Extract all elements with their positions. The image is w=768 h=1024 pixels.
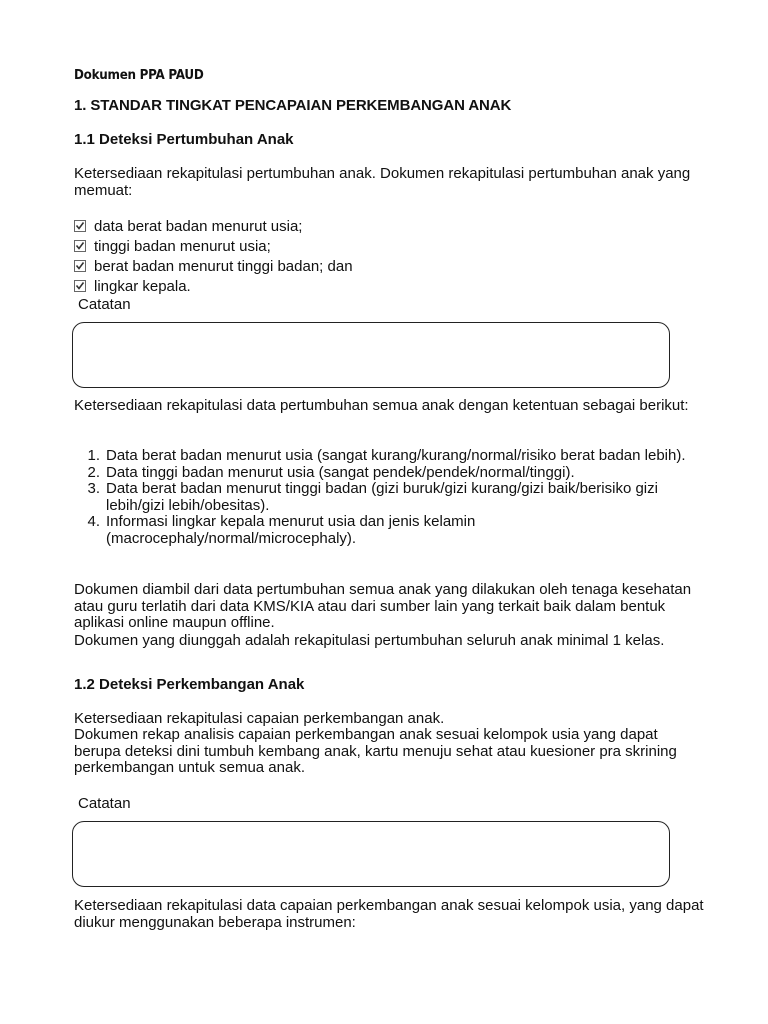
list-text: Data berat badan menurut usia (sangat kurang/kurang/normal/risiko berat badan lebih). bbox=[106, 447, 686, 464]
checkbox-checked-icon[interactable] bbox=[74, 240, 86, 252]
checkbox-checked-icon[interactable] bbox=[74, 280, 86, 292]
subsection-1-1-title: 1.1 Deteksi Pertumbuhan Anak bbox=[74, 131, 294, 148]
checkbox-checked-icon[interactable] bbox=[74, 220, 86, 232]
list-item bbox=[74, 465, 694, 482]
list-item bbox=[74, 448, 694, 465]
subsection-1-2-paragraph-1b: Dokumen rekap analisis capaian perkembangan anak sesuai kelompok usia yang dapat berupa deteksi dini tumbuh kembang anak, kartu menuju sehat atau kuesioner pra skrining perkembangan untuk semua anak. bbox=[74, 726, 677, 776]
list-number: 3. bbox=[87, 480, 100, 497]
section-1-title: 1. STANDAR TINGKAT PENCAPAIAN PERKEMBANGAN ANAK bbox=[74, 97, 512, 114]
checklist-item-label: berat badan menurut tinggi badan; dan bbox=[94, 258, 353, 275]
subsection-1-1-paragraph-4: Dokumen yang diunggah adalah rekapitulasi pertumbuhan seluruh anak minimal 1 kelas. bbox=[74, 632, 665, 649]
list-number: 2. bbox=[87, 463, 100, 481]
checklist-item-label: lingkar kepala. bbox=[94, 278, 191, 295]
subsection-1-1-intro: Ketersediaan rekapitulasi pertumbuhan anak. Dokumen rekapitulasi pertumbuhan anak yang memuat: bbox=[74, 165, 691, 199]
checkbox-checked-icon[interactable] bbox=[74, 260, 86, 272]
list-text: Data berat badan menurut tinggi badan (gizi buruk/gizi kurang/gizi baik/berisiko gizi lebih/gizi lebih/obesitas). bbox=[106, 480, 658, 514]
checklist-item-label: tinggi badan menurut usia; bbox=[94, 238, 271, 255]
checklist-item bbox=[74, 258, 353, 278]
checklist-item bbox=[74, 238, 353, 258]
list-item bbox=[74, 481, 694, 514]
subsection-1-2-paragraph-1a: Ketersediaan rekapitulasi capaian perkembangan anak. bbox=[74, 710, 445, 727]
note-text-box[interactable] bbox=[72, 821, 670, 887]
growth-checklist bbox=[74, 218, 353, 298]
growth-criteria-list bbox=[74, 448, 694, 547]
subsection-1-2-paragraph-2: Ketersediaan rekapitulasi data capaian perkembangan anak sesuai kelompok usia, yang dapat diukur menggunakan beberapa instrumen: bbox=[74, 897, 704, 931]
list-text: Informasi lingkar kepala menurut usia dan jenis kelamin (macrocephaly/normal/microcephaly). bbox=[106, 513, 476, 547]
list-number: 1. bbox=[87, 447, 100, 464]
checklist-item bbox=[74, 278, 353, 298]
subsection-1-1-paragraph-3: Dokumen diambil dari data pertumbuhan semua anak yang dilakukan oleh tenaga kesehatan atau guru terlatih dari data KMS/KIA atau dari sumber lain yang terkait baik dalam bentuk aplikasi online maupun offline. bbox=[74, 581, 692, 631]
checklist-item bbox=[74, 218, 353, 238]
checklist-item-label: data berat badan menurut usia; bbox=[94, 218, 303, 235]
note-text-box[interactable] bbox=[72, 322, 670, 388]
list-text: Data tinggi badan menurut usia (sangat pendek/pendek/normal/tinggi). bbox=[106, 463, 575, 481]
list-item bbox=[74, 514, 694, 547]
subsection-1-1-paragraph-2: Ketersediaan rekapitulasi data pertumbuhan semua anak dengan ketentuan sebagai berikut: bbox=[74, 397, 689, 414]
note-label: Catatan bbox=[78, 795, 131, 812]
document-header: Dokumen PPA PAUD bbox=[74, 68, 204, 83]
list-number: 4. bbox=[87, 513, 100, 530]
note-label: Catatan bbox=[78, 296, 131, 313]
subsection-1-2-title: 1.2 Deteksi Perkembangan Anak bbox=[74, 676, 305, 693]
